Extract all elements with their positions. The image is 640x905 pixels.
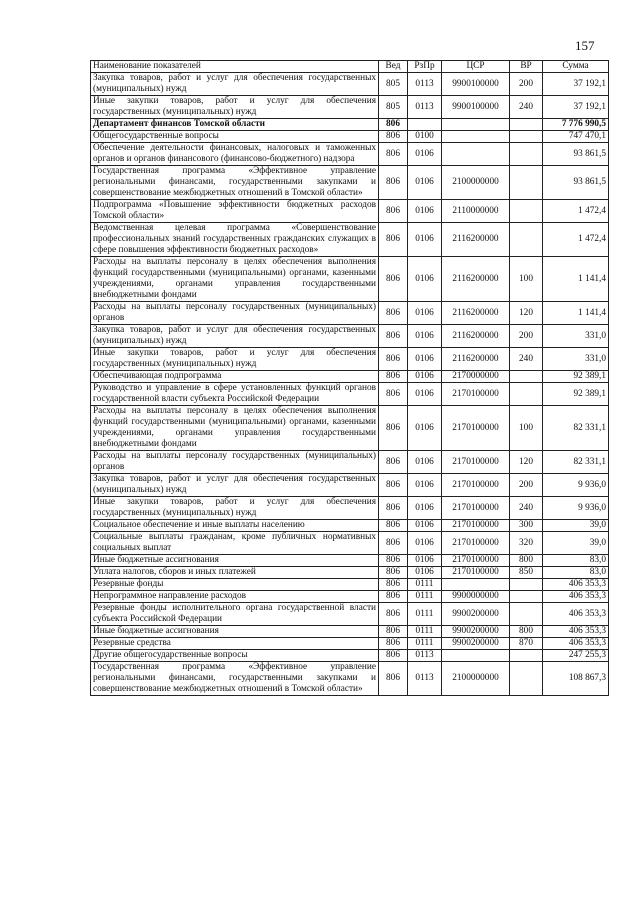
row-ved-cell: 805	[379, 96, 408, 119]
row-vr-cell: 320	[510, 532, 543, 555]
table-row	[91, 325, 609, 348]
row-sum-cell: 9 936,0	[543, 497, 609, 520]
row-rzpr-cell: 0111	[408, 638, 442, 650]
row-sum-cell: 406 353,3	[543, 603, 609, 626]
row-vr-cell	[510, 223, 543, 257]
row-ved-cell: 806	[379, 638, 408, 650]
row-vr-cell	[510, 591, 543, 603]
row-name-cell: Социальные выплаты гражданам, кроме публичных нормативных социальных выплат	[91, 532, 379, 555]
row-vr-cell: 100	[510, 257, 543, 302]
row-rzpr-cell: 0111	[408, 579, 442, 591]
row-name-cell: Закупка товаров, работ и услуг для обеспечения государственных (муниципальных) нужд	[91, 474, 379, 497]
row-vr-cell: 300	[510, 520, 543, 532]
row-rzpr-cell: 0113	[408, 96, 442, 119]
row-rzpr-cell: 0106	[408, 383, 442, 406]
budget-table	[90, 60, 609, 696]
table-row	[91, 73, 609, 96]
row-rzpr-cell	[408, 119, 442, 131]
row-sum-cell: 406 353,3	[543, 626, 609, 638]
row-rzpr-cell: 0106	[408, 166, 442, 200]
row-csr-cell: 9900100000	[442, 96, 510, 119]
column-header-sum: Сумма	[543, 61, 609, 73]
row-sum-cell: 747 470,1	[543, 131, 609, 143]
row-rzpr-cell: 0106	[408, 348, 442, 371]
row-vr-cell: 240	[510, 348, 543, 371]
page-number: 157	[575, 38, 595, 53]
row-csr-cell: 9900200000	[442, 626, 510, 638]
row-ved-cell: 806	[379, 302, 408, 325]
row-csr-cell	[442, 650, 510, 662]
row-vr-cell	[510, 650, 543, 662]
row-name-cell: Резервные средства	[91, 638, 379, 650]
row-sum-cell: 1 141,4	[543, 257, 609, 302]
row-rzpr-cell: 0113	[408, 662, 442, 696]
table-row	[91, 119, 609, 131]
table-row	[91, 662, 609, 696]
row-vr-cell	[510, 119, 543, 131]
row-sum-cell: 83,0	[543, 555, 609, 567]
row-vr-cell	[510, 143, 543, 166]
table-row	[91, 579, 609, 591]
table-row	[91, 131, 609, 143]
row-sum-cell: 37 192,1	[543, 73, 609, 96]
table-row	[91, 520, 609, 532]
table-row	[91, 567, 609, 579]
row-ved-cell: 806	[379, 166, 408, 200]
row-name-cell: Подпрограмма «Повышение эффективности бюджетных расходов Томской области»	[91, 200, 379, 223]
row-ved-cell: 806	[379, 451, 408, 474]
table-row	[91, 383, 609, 406]
row-ved-cell: 806	[379, 591, 408, 603]
row-csr-cell: 2170100000	[442, 406, 510, 451]
row-vr-cell	[510, 383, 543, 406]
row-sum-cell: 39,0	[543, 532, 609, 555]
column-header-ved: Вед	[379, 61, 408, 73]
row-csr-cell	[442, 131, 510, 143]
column-header-rzpr: РзПр	[408, 61, 442, 73]
row-vr-cell	[510, 603, 543, 626]
table-row	[91, 638, 609, 650]
row-csr-cell	[442, 143, 510, 166]
row-vr-cell	[510, 131, 543, 143]
table-row	[91, 626, 609, 638]
row-name-cell: Иные бюджетные ассигнования	[91, 555, 379, 567]
row-ved-cell: 806	[379, 579, 408, 591]
row-sum-cell: 93 861,5	[543, 166, 609, 200]
row-vr-cell: 100	[510, 406, 543, 451]
row-name-cell: Другие общегосударственные вопросы	[91, 650, 379, 662]
row-ved-cell: 806	[379, 131, 408, 143]
row-vr-cell: 240	[510, 497, 543, 520]
row-ved-cell: 806	[379, 567, 408, 579]
row-csr-cell: 2170100000	[442, 451, 510, 474]
row-rzpr-cell: 0106	[408, 451, 442, 474]
row-sum-cell: 331,0	[543, 348, 609, 371]
table-body	[91, 73, 609, 696]
row-ved-cell: 806	[379, 406, 408, 451]
row-csr-cell	[442, 119, 510, 131]
row-sum-cell: 92 389,1	[543, 383, 609, 406]
row-ved-cell: 806	[379, 325, 408, 348]
row-name-cell: Социальное обеспечение и иные выплаты населению	[91, 520, 379, 532]
row-sum-cell: 92 389,1	[543, 371, 609, 383]
row-vr-cell	[510, 166, 543, 200]
row-rzpr-cell: 0113	[408, 73, 442, 96]
row-ved-cell: 806	[379, 383, 408, 406]
row-csr-cell: 2116200000	[442, 302, 510, 325]
row-sum-cell: 83,0	[543, 567, 609, 579]
row-rzpr-cell: 0111	[408, 603, 442, 626]
row-vr-cell: 240	[510, 96, 543, 119]
row-name-cell: Иные закупки товаров, работ и услуг для обеспечения государственных (муниципальных) нужд	[91, 348, 379, 371]
row-name-cell: Государственная программа «Эффективное управление региональными финансами, государственными закупками и совершенствование межбюджетных отношений в Томской области»	[91, 166, 379, 200]
table-header-row	[91, 61, 609, 73]
row-vr-cell: 120	[510, 302, 543, 325]
row-rzpr-cell: 0111	[408, 591, 442, 603]
row-name-cell: Закупка товаров, работ и услуг для обеспечения государственных (муниципальных) нужд	[91, 325, 379, 348]
row-sum-cell: 108 867,3	[543, 662, 609, 696]
row-rzpr-cell: 0106	[408, 474, 442, 497]
row-csr-cell: 2170100000	[442, 567, 510, 579]
row-vr-cell: 120	[510, 451, 543, 474]
row-vr-cell: 200	[510, 73, 543, 96]
row-vr-cell	[510, 200, 543, 223]
row-rzpr-cell: 0106	[408, 371, 442, 383]
row-sum-cell: 247 255,3	[543, 650, 609, 662]
column-header-name: Наименование показателей	[91, 61, 379, 73]
row-csr-cell	[442, 579, 510, 591]
row-ved-cell: 805	[379, 73, 408, 96]
table-row	[91, 451, 609, 474]
table-row	[91, 591, 609, 603]
row-ved-cell: 806	[379, 474, 408, 497]
row-sum-cell: 93 861,5	[543, 143, 609, 166]
row-name-cell: Резервные фонды исполнительного органа государственной власти субъекта Российской Федерации	[91, 603, 379, 626]
row-vr-cell: 200	[510, 325, 543, 348]
table-row	[91, 406, 609, 451]
row-rzpr-cell: 0106	[408, 555, 442, 567]
row-sum-cell: 406 353,3	[543, 591, 609, 603]
row-vr-cell	[510, 662, 543, 696]
row-name-cell: Расходы на выплаты персоналу в целях обеспечения выполнения функций государственными (муниципальными) органами, казенными учреждениями, органами управления государственными внебюджетными фондами	[91, 257, 379, 302]
row-sum-cell: 331,0	[543, 325, 609, 348]
table-row	[91, 650, 609, 662]
row-csr-cell: 2170100000	[442, 383, 510, 406]
row-vr-cell: 200	[510, 474, 543, 497]
row-ved-cell: 806	[379, 603, 408, 626]
column-header-csr: ЦСР	[442, 61, 510, 73]
row-csr-cell: 9900200000	[442, 638, 510, 650]
row-sum-cell: 1 472,4	[543, 200, 609, 223]
table-row	[91, 474, 609, 497]
row-name-cell: Иные закупки товаров, работ и услуг для обеспечения государственных (муниципальных) нужд	[91, 96, 379, 119]
row-ved-cell: 806	[379, 119, 408, 131]
table-row	[91, 302, 609, 325]
row-csr-cell: 2116200000	[442, 257, 510, 302]
table-row	[91, 257, 609, 302]
row-ved-cell: 806	[379, 371, 408, 383]
row-name-cell: Непрограммное направление расходов	[91, 591, 379, 603]
row-name-cell: Обеспечение деятельности финансовых, налоговых и таможенных органов и органов финансового (финансово-бюджетного) надзора	[91, 143, 379, 166]
row-name-cell: Департамент финансов Томской области	[91, 119, 379, 131]
row-csr-cell: 2170000000	[442, 371, 510, 383]
row-ved-cell: 806	[379, 532, 408, 555]
row-vr-cell: 800	[510, 626, 543, 638]
row-sum-cell: 406 353,3	[543, 579, 609, 591]
table-row	[91, 348, 609, 371]
row-sum-cell: 1 141,4	[543, 302, 609, 325]
row-name-cell: Резервные фонды	[91, 579, 379, 591]
row-rzpr-cell: 0106	[408, 302, 442, 325]
row-csr-cell: 2110000000	[442, 200, 510, 223]
row-ved-cell: 806	[379, 555, 408, 567]
row-rzpr-cell: 0113	[408, 650, 442, 662]
row-name-cell: Руководство и управление в сфере установленных функций органов государственной власти субъекта Российской Федерации	[91, 383, 379, 406]
row-name-cell: Закупка товаров, работ и услуг для обеспечения государственных (муниципальных) нужд	[91, 73, 379, 96]
row-sum-cell: 7 776 990,5	[543, 119, 609, 131]
row-vr-cell	[510, 371, 543, 383]
table-row	[91, 143, 609, 166]
row-name-cell: Общегосударственные вопросы	[91, 131, 379, 143]
row-ved-cell: 806	[379, 662, 408, 696]
row-name-cell: Расходы на выплаты персоналу государственных (муниципальных) органов	[91, 451, 379, 474]
row-rzpr-cell: 0106	[408, 497, 442, 520]
row-name-cell: Обеспечивающая подпрограмма	[91, 371, 379, 383]
row-ved-cell: 806	[379, 497, 408, 520]
row-csr-cell: 9900200000	[442, 603, 510, 626]
row-ved-cell: 806	[379, 143, 408, 166]
row-sum-cell: 37 192,1	[543, 96, 609, 119]
row-csr-cell: 2100000000	[442, 662, 510, 696]
row-sum-cell: 1 472,4	[543, 223, 609, 257]
row-rzpr-cell: 0106	[408, 406, 442, 451]
table-row	[91, 603, 609, 626]
row-ved-cell: 806	[379, 200, 408, 223]
table-row	[91, 532, 609, 555]
row-csr-cell: 2116200000	[442, 223, 510, 257]
row-rzpr-cell: 0106	[408, 520, 442, 532]
row-rzpr-cell: 0106	[408, 532, 442, 555]
row-ved-cell: 806	[379, 257, 408, 302]
row-name-cell: Государственная программа «Эффективное управление региональными финансами, государственными закупками и совершенствование межбюджетных отношений в Томской области»	[91, 662, 379, 696]
table-row	[91, 555, 609, 567]
row-csr-cell: 2116200000	[442, 348, 510, 371]
row-vr-cell: 800	[510, 555, 543, 567]
row-csr-cell: 2116200000	[442, 325, 510, 348]
row-name-cell: Уплата налогов, сборов и иных платежей	[91, 567, 379, 579]
row-vr-cell: 850	[510, 567, 543, 579]
row-ved-cell: 806	[379, 348, 408, 371]
row-csr-cell: 2170100000	[442, 532, 510, 555]
row-csr-cell: 2170100000	[442, 497, 510, 520]
row-vr-cell	[510, 579, 543, 591]
row-csr-cell: 2100000000	[442, 166, 510, 200]
row-sum-cell: 82 331,1	[543, 451, 609, 474]
row-csr-cell: 2170100000	[442, 555, 510, 567]
row-rzpr-cell: 0106	[408, 257, 442, 302]
row-name-cell: Иные закупки товаров, работ и услуг для обеспечения государственных (муниципальных) нужд	[91, 497, 379, 520]
row-rzpr-cell: 0100	[408, 131, 442, 143]
table-row	[91, 166, 609, 200]
row-rzpr-cell: 0106	[408, 200, 442, 223]
row-name-cell: Расходы на выплаты персоналу государственных (муниципальных) органов	[91, 302, 379, 325]
row-name-cell: Иные бюджетные ассигнования	[91, 626, 379, 638]
row-csr-cell: 9900100000	[442, 73, 510, 96]
row-rzpr-cell: 0111	[408, 626, 442, 638]
table-row	[91, 497, 609, 520]
table-row	[91, 371, 609, 383]
row-csr-cell: 9900000000	[442, 591, 510, 603]
row-ved-cell: 806	[379, 520, 408, 532]
row-sum-cell: 406 353,3	[543, 638, 609, 650]
table-row	[91, 223, 609, 257]
row-ved-cell: 806	[379, 223, 408, 257]
row-ved-cell: 806	[379, 626, 408, 638]
row-sum-cell: 9 936,0	[543, 474, 609, 497]
row-csr-cell: 2170100000	[442, 520, 510, 532]
row-csr-cell: 2170100000	[442, 474, 510, 497]
row-rzpr-cell: 0106	[408, 223, 442, 257]
table-row	[91, 200, 609, 223]
table-row	[91, 96, 609, 119]
row-rzpr-cell: 0106	[408, 325, 442, 348]
column-header-vr: ВР	[510, 61, 543, 73]
row-name-cell: Расходы на выплаты персоналу в целях обеспечения выполнения функций государственными (муниципальными) органами, казенными учреждениями, органами управления государственными внебюджетными фондами	[91, 406, 379, 451]
row-ved-cell: 806	[379, 650, 408, 662]
row-sum-cell: 39,0	[543, 520, 609, 532]
row-rzpr-cell: 0106	[408, 143, 442, 166]
row-name-cell: Ведомственная целевая программа «Совершенствование профессиональных знаний государственных гражданских служащих в сфере повышения эффективности бюджетных расходов»	[91, 223, 379, 257]
row-rzpr-cell: 0106	[408, 567, 442, 579]
row-vr-cell: 870	[510, 638, 543, 650]
row-sum-cell: 82 331,1	[543, 406, 609, 451]
